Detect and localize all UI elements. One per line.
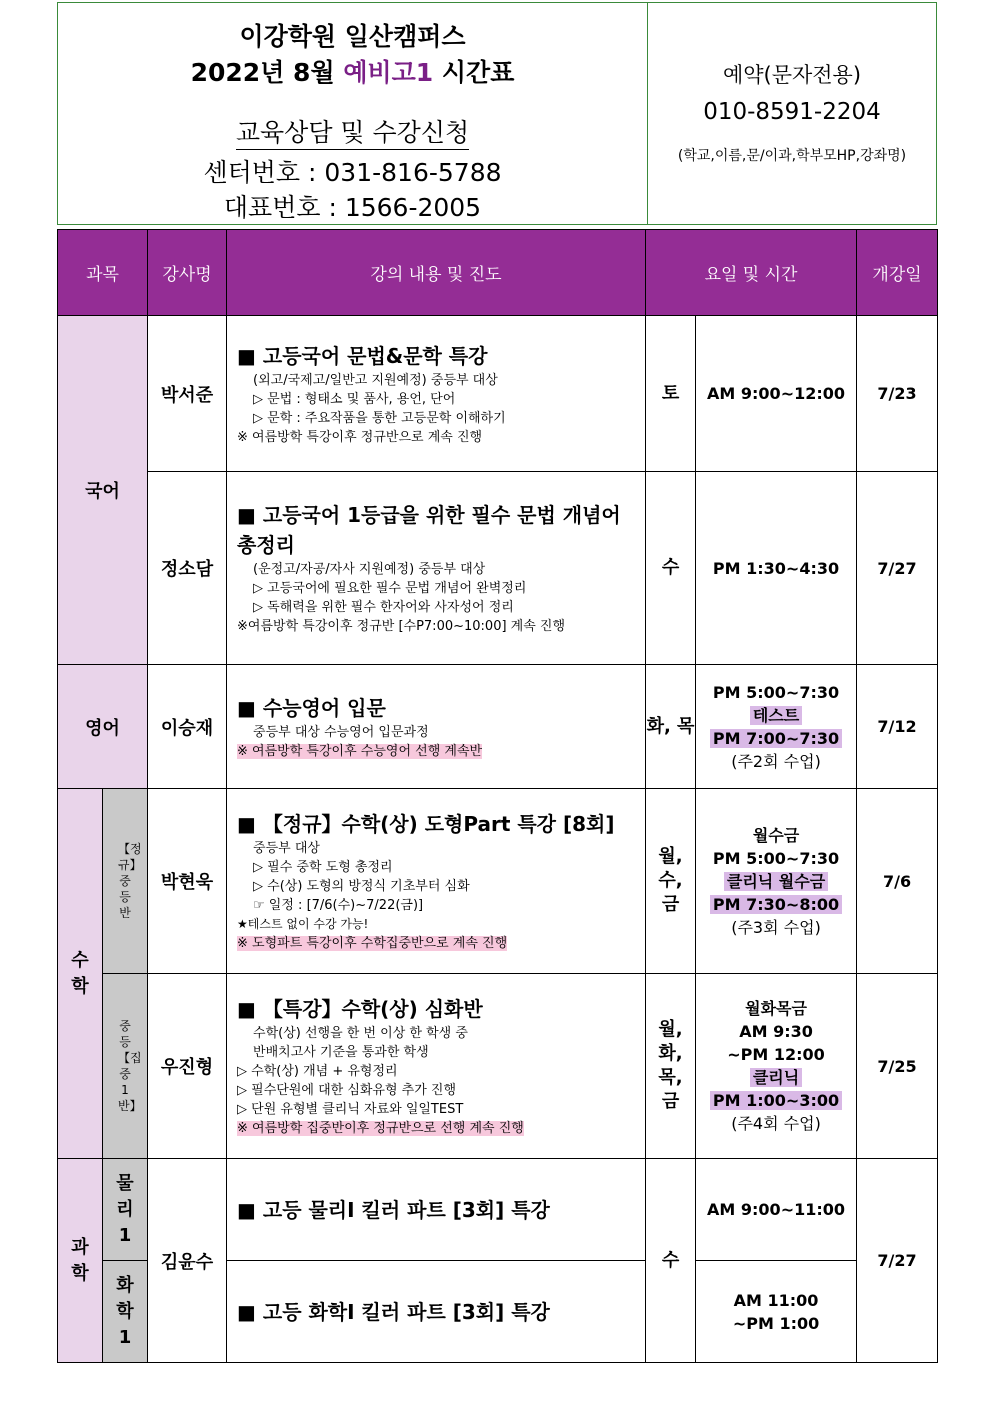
schedule-title <box>58 53 647 89</box>
time-line-clinic-time: PM 1:00~3:00 <box>710 1091 842 1110</box>
course-day: 수 <box>646 472 696 665</box>
course-title: ■ 고등국어 문법&문학 특강 <box>237 343 488 368</box>
course-content <box>227 316 646 472</box>
course-note: ※ 도형파트 특강이후 수학집중반으로 계속 진행 <box>237 936 508 951</box>
time-line-clinic: 클리닉 월수금 <box>724 872 828 891</box>
science-class-physics-label: 물리1 <box>116 1172 134 1246</box>
math-class-regular <box>103 789 148 974</box>
table-row <box>58 665 938 789</box>
course-day: 화, 목 <box>646 665 696 789</box>
course-content <box>227 1261 646 1363</box>
schedule-title-suffix: 시간표 <box>441 58 515 87</box>
subject-korean: 국어 <box>58 316 148 665</box>
consult-heading-text: 교육상담 및 수강신청 <box>236 118 469 150</box>
teacher-name: 우진형 <box>148 974 227 1159</box>
table-row <box>58 789 938 974</box>
time-line: AM 9:30 <box>739 1022 813 1041</box>
course-day-label: 월, 화, 목, 금 <box>658 1019 683 1112</box>
math-class-intensive-label: 중등【집중1반】 <box>118 1019 142 1113</box>
start-date: 7/23 <box>857 316 938 472</box>
course-line: ▷ 수학(상) 개념 + 유형정리 <box>237 1064 398 1079</box>
schedule-title-prefix: 2022년 8월 <box>190 58 335 87</box>
academy-title: 이강학원 일산캠퍼스 <box>239 22 466 51</box>
course-line: 중등부 대상 수능영어 입문과정 <box>253 724 429 740</box>
col-content: 강의 내용 및 진도 <box>227 230 646 316</box>
subject-science-label: 과학 <box>71 1236 89 1284</box>
reserve-note: (학교,이름,문/이과,학부모HP,강좌명) <box>677 148 907 164</box>
time-line-frequency: (주2회 수업) <box>731 751 821 771</box>
course-line: 수학(상) 선행을 한 번 이상 한 학생 중 <box>253 1026 468 1041</box>
course-day: 토 <box>646 316 696 472</box>
subject-science <box>58 1159 103 1363</box>
course-line: ▷ 필수단원에 대한 심화유형 추가 진행 <box>237 1083 457 1098</box>
time-line-test-time: PM 7:00~7:30 <box>710 729 842 748</box>
course-day <box>646 974 696 1159</box>
col-subject: 과목 <box>58 230 148 316</box>
table-row <box>58 974 938 1159</box>
start-date: 7/12 <box>857 665 938 789</box>
time-line: PM 5:00~7:30 <box>712 848 840 868</box>
time-line-clinic-time: PM 7:30~8:00 <box>710 895 842 914</box>
science-class-physics <box>103 1159 148 1261</box>
col-schedule: 요일 및 시간 <box>646 230 857 316</box>
table-row <box>58 1159 938 1261</box>
teacher-name: 김윤수 <box>148 1159 227 1363</box>
start-date: 7/27 <box>857 472 938 665</box>
time-line: ~PM 1:00 <box>732 1313 820 1333</box>
col-teacher: 강사명 <box>148 230 227 316</box>
course-title: ■ 【정규】수학(상) 도형Part 특강 [8회] <box>237 812 615 836</box>
math-class-intensive <box>103 974 148 1159</box>
schedule-title-grade: 예비고1 <box>343 58 434 87</box>
science-class-chemistry-label: 화학1 <box>116 1274 134 1348</box>
course-line: 반배치고사 기준을 통과한 학생 <box>253 1045 429 1060</box>
course-line: ▷ 문학 : 주요작품을 통한 고등문학 이해하기 <box>253 410 506 426</box>
time-line: PM 5:00~7:30 <box>712 682 840 702</box>
course-time: PM 1:30~4:30 <box>696 472 857 665</box>
reserve-phone: 010-8591-2204 <box>703 99 881 125</box>
teacher-name: 박현욱 <box>148 789 227 974</box>
course-title: ■ 고등 물리Ⅰ 킬러 파트 [3회] 특강 <box>237 1197 550 1222</box>
teacher-name: 정소담 <box>148 472 227 665</box>
timetable <box>57 229 938 1363</box>
course-line: ▷ 수(상) 도형의 방정식 기초부터 심화 <box>253 879 470 894</box>
subject-math <box>58 789 103 1159</box>
course-time: AM 9:00~11:00 <box>696 1159 857 1261</box>
table-header-row <box>58 230 938 316</box>
course-time <box>696 789 857 974</box>
col-start-date: 개강일 <box>857 230 938 316</box>
time-line: 월수금 <box>752 825 800 845</box>
course-note: ※여름방학 특강이후 정규반 [수P7:00~10:00] 계속 진행 <box>237 619 566 634</box>
center-phone: 센터번호 : 031-816-5788 <box>203 158 502 187</box>
course-line: (외고/국제고/일반고 지원예정) 중등부 대상 <box>253 372 498 388</box>
subject-english: 영어 <box>58 665 148 789</box>
table-row <box>58 472 938 665</box>
header-left <box>58 3 648 224</box>
course-day-label: 월, 수, 금 <box>658 846 683 915</box>
course-title: ■ 【특강】수학(상) 심화반 <box>237 997 483 1021</box>
time-line-clinic: 클리닉 <box>750 1068 802 1087</box>
teacher-name: 박서준 <box>148 316 227 472</box>
course-day <box>646 789 696 974</box>
start-date: 7/6 <box>857 789 938 974</box>
course-content <box>227 472 646 665</box>
course-line: ▷ 고등국어에 필요한 필수 문법 개념어 완벽정리 <box>253 581 527 596</box>
consult-heading <box>58 113 647 149</box>
course-line: ▷ 필수 중학 도형 총정리 <box>253 860 393 875</box>
course-day: 수 <box>646 1159 696 1363</box>
header-right <box>648 3 936 224</box>
course-content <box>227 665 646 789</box>
teacher-name: 이승재 <box>148 665 227 789</box>
course-title: ■ 수능영어 입문 <box>237 695 386 720</box>
table-row <box>58 316 938 472</box>
course-line: ▷ 단원 유형별 클리닉 자료와 일일TEST <box>237 1102 464 1117</box>
course-content <box>227 974 646 1159</box>
course-line: (운정고/자공/자사 지원예정) 중등부 대상 <box>253 562 486 577</box>
reserve-label: 예약(문자전용) <box>722 63 862 87</box>
main-phone: 대표번호 : 1566-2005 <box>223 193 482 222</box>
time-line-frequency: (주3회 수업) <box>731 917 821 937</box>
time-line-frequency: (주4회 수업) <box>731 1114 821 1133</box>
course-line: ▷ 독해력을 위한 필수 한자어와 사자성어 정리 <box>253 600 514 615</box>
course-line: 중등부 대상 <box>253 841 320 856</box>
start-date: 7/27 <box>857 1159 938 1363</box>
course-note: ※ 여름방학 특강이후 수능영어 선행 계속반 <box>237 743 483 759</box>
science-class-chemistry <box>103 1261 148 1363</box>
course-title: ■ 고등국어 1등급을 위한 필수 문법 개념어 총정리 <box>237 503 621 557</box>
course-time: AM 9:00~12:00 <box>696 316 857 472</box>
course-note: ※ 여름방학 특강이후 정규반으로 계속 진행 <box>237 429 483 445</box>
course-content <box>227 789 646 974</box>
subject-math-label: 수학 <box>71 949 89 997</box>
time-line-test: 테스트 <box>750 706 802 725</box>
math-class-regular-label: 【정규】중등반 <box>118 842 142 920</box>
course-time <box>696 974 857 1159</box>
start-date: 7/25 <box>857 974 938 1159</box>
course-line: ★테스트 없이 수강 가능! <box>237 917 369 931</box>
course-line: ▷ 문법 : 형태소 및 품사, 용언, 단어 <box>253 391 456 407</box>
course-time <box>696 665 857 789</box>
course-content <box>227 1159 646 1261</box>
course-line: ☞ 일정 : [7/6(수)~7/22(금)] <box>253 898 424 913</box>
course-time <box>696 1261 857 1363</box>
time-line: 월화목금 <box>745 999 807 1018</box>
course-note: ※ 여름방학 집중반이후 정규반으로 선행 계속 진행 <box>237 1121 524 1136</box>
header-box <box>57 2 937 225</box>
time-line: ~PM 12:00 <box>727 1045 825 1064</box>
course-title: ■ 고등 화학Ⅰ 킬러 파트 [3회] 특강 <box>237 1299 550 1324</box>
time-line: AM 11:00 <box>733 1290 819 1310</box>
